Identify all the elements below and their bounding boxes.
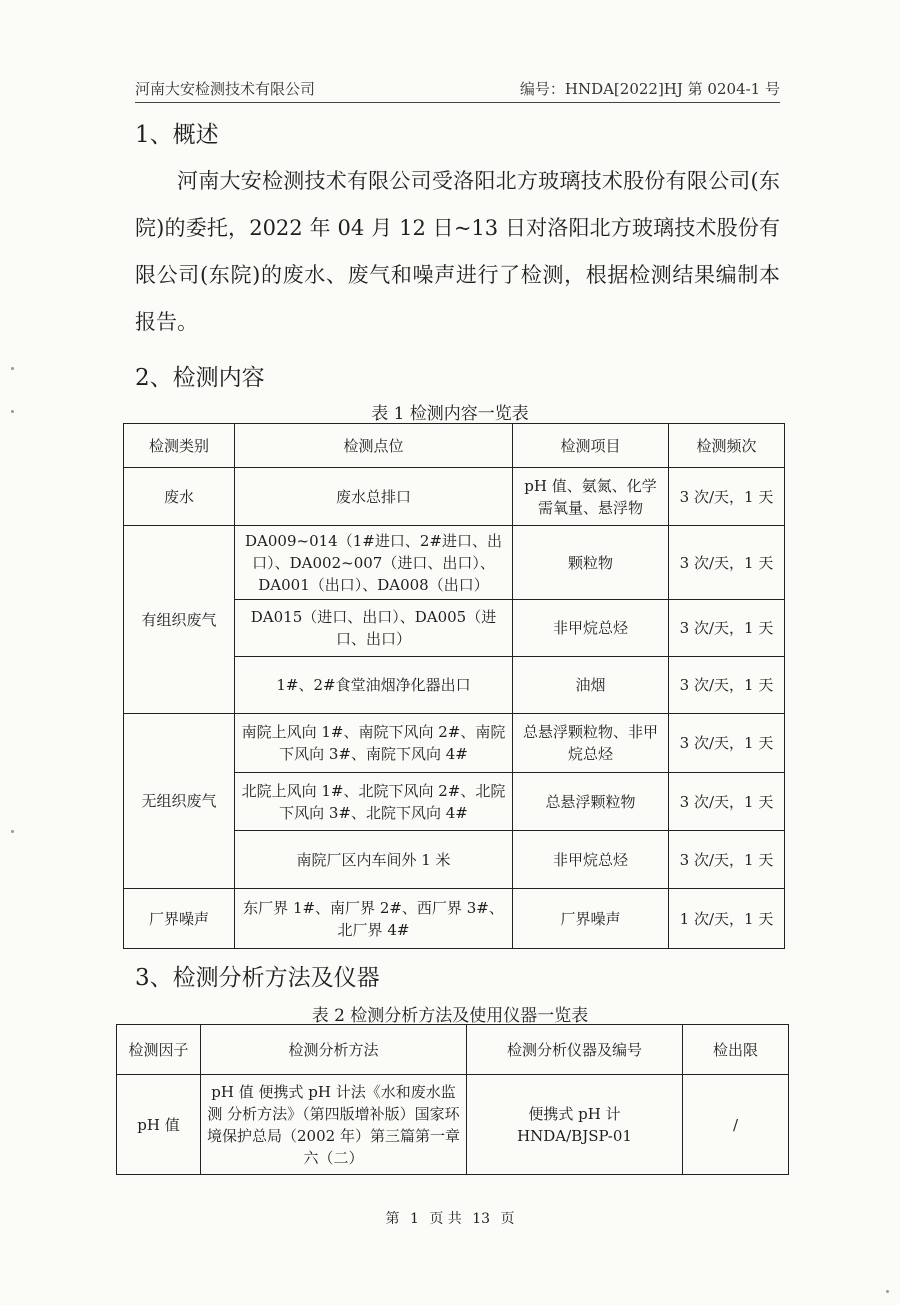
scan-speck: [11, 367, 14, 370]
instrument-cell: [467, 1075, 683, 1175]
table-row: [124, 526, 785, 600]
item-cell: 非甲烷总烃: [513, 600, 669, 657]
item-cell: 总悬浮颗粒物、非甲烷总烃: [513, 714, 669, 773]
table2-header: 检出限: [683, 1025, 789, 1075]
scan-speck: [11, 410, 14, 413]
item-cell: 油烟: [513, 657, 669, 714]
overview-paragraph: [135, 158, 780, 346]
limit-cell: /: [683, 1075, 789, 1175]
header-company: 河南大安检测技术有限公司: [135, 80, 316, 98]
footer-total-pages: 13: [472, 1211, 491, 1227]
frequency-cell: 3 次/天，1 天: [669, 468, 785, 526]
table1-header: 检测类别: [124, 424, 235, 468]
frequency-cell: 3 次/天，1 天: [669, 831, 785, 889]
frequency-cell: 1 次/天，1 天: [669, 889, 785, 949]
category-cell: 无组织废气: [124, 714, 235, 889]
instrument-number: HNDA/BJSP-01: [517, 1126, 632, 1145]
item-cell: 颗粒物: [513, 526, 669, 600]
table2-caption: 表 2 检测分析方法及使用仪器一览表: [311, 1006, 589, 1026]
point-cell: DA015（进口、出口）、DA005（进口、出口）: [235, 600, 513, 657]
overview-text: 河南大安检测技术有限公司受洛阳北方玻璃技术股份有限公司(东院)的委托，2022 年 04 月 12 日~13 日对洛阳北方玻璃技术股份有限公司(东院)的废水、废气和噪声进行了检测，根据检测结果编制本报告。: [135, 169, 780, 334]
point-cell: 南院上风向 1#、南院下风向 2#、南院下风向 3#、南院下风向 4#: [235, 714, 513, 773]
frequency-cell: 3 次/天，1 天: [669, 526, 785, 600]
table2-header: 检测分析仪器及编号: [467, 1025, 683, 1075]
item-cell: pH 值、氨氮、化学需氧量、悬浮物: [513, 468, 669, 526]
item-cell: 总悬浮颗粒物: [513, 773, 669, 831]
table-row: [124, 468, 785, 526]
table1-header: 检测点位: [235, 424, 513, 468]
table1-header: 检测项目: [513, 424, 669, 468]
footer-page-number: 1: [409, 1211, 419, 1227]
header-report-number: 编号：HNDA[2022]HJ 第 0204-1 号: [519, 80, 780, 98]
frequency-cell: 3 次/天，1 天: [669, 773, 785, 831]
category-cell: 废水: [124, 468, 235, 526]
page-footer: [0, 1208, 900, 1228]
table-row: [124, 714, 785, 773]
footer-prefix: 第: [385, 1211, 400, 1227]
point-cell: 1#、2#食堂油烟净化器出口: [235, 657, 513, 714]
footer-suffix: 页: [500, 1211, 515, 1227]
item-cell: 非甲烷总烃: [513, 831, 669, 889]
frequency-cell: 3 次/天，1 天: [669, 600, 785, 657]
table1-caption: 表 1 检测内容一览表: [371, 404, 529, 424]
point-cell: 废水总排口: [235, 468, 513, 526]
factor-cell: pH 值: [117, 1075, 201, 1175]
frequency-cell: 3 次/天，1 天: [669, 714, 785, 773]
table2-header: 检测分析方法: [201, 1025, 467, 1075]
point-cell: 东厂界 1#、南厂界 2#、西厂界 3#、北厂界 4#: [235, 889, 513, 949]
detection-content-table: [123, 423, 785, 949]
point-cell: 南院厂区内车间外 1 米: [235, 831, 513, 889]
analysis-method-table: [116, 1024, 789, 1175]
category-cell: 有组织废气: [124, 526, 235, 714]
point-cell: DA009~014（1#进口、2#进口、出口）、DA002~007（进口、出口）、DA001（出口）、DA008（出口）: [235, 526, 513, 600]
footer-mid: 页 共: [429, 1211, 462, 1227]
table1-header: 检测频次: [669, 424, 785, 468]
section3-title: 3、检测分析方法及仪器: [135, 965, 380, 991]
instrument-name: 便携式 pH 计: [528, 1104, 621, 1123]
scan-speck: [11, 830, 14, 833]
category-cell: 厂界噪声: [124, 889, 235, 949]
section2-title: 2、检测内容: [135, 365, 265, 391]
table-row: [117, 1075, 789, 1175]
method-cell: pH 值 便携式 pH 计法《水和废水监测 分析方法》（第四版增补版）国家环境保护总局（2002 年）第三篇第一章 六（二）: [201, 1075, 467, 1175]
scan-speck: [886, 1290, 889, 1293]
frequency-cell: 3 次/天，1 天: [669, 657, 785, 714]
table-row: [124, 889, 785, 949]
item-cell: 厂界噪声: [513, 889, 669, 949]
table2-header: 检测因子: [117, 1025, 201, 1075]
header-rule: [135, 102, 780, 103]
point-cell: 北院上风向 1#、北院下风向 2#、北院下风向 3#、北院下风向 4#: [235, 773, 513, 831]
section1-title: 1、概述: [135, 122, 219, 148]
